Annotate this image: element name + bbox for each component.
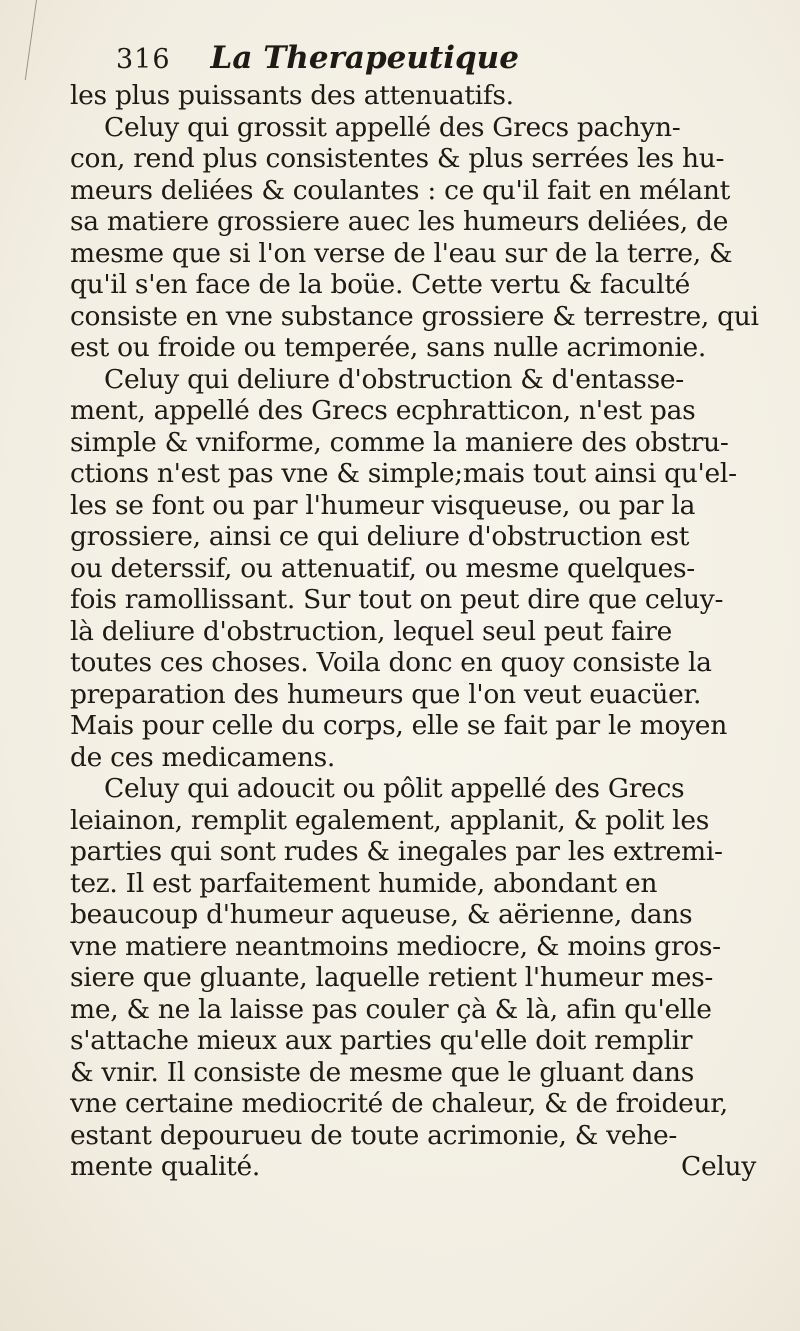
page-number: 316 bbox=[116, 44, 171, 75]
page-corner-mark bbox=[0, 0, 37, 80]
text-line: preparation des humeurs que l'on veut euacüer. bbox=[70, 678, 702, 710]
text-line: parties qui sont rudes & inegales par les extremi- bbox=[70, 836, 723, 867]
text-line: me, & ne la laisse pas couler çà & là, afin qu'elle bbox=[70, 993, 712, 1025]
text-line: fois ramollissant. Sur tout on peut dire que celuy- bbox=[70, 584, 724, 615]
text-line: con, rend plus consistentes & plus serrées les hu- bbox=[70, 143, 725, 174]
text-line: ment, appellé des Grecs ecphratticon, n'est pas bbox=[70, 395, 696, 426]
text-line: estant depourueu de toute acrimonie, & vehe- bbox=[70, 1119, 678, 1151]
text-line: mente qualité. bbox=[70, 1151, 260, 1182]
text-line: vne certaine mediocrité de chaleur, & de froideur, bbox=[70, 1088, 728, 1119]
text-line: Celuy qui grossit appellé des Grecs pachyn- bbox=[104, 111, 681, 143]
text-line: simple & vniforme, comme la maniere des obstru- bbox=[70, 426, 729, 458]
catchword: Celuy bbox=[681, 1151, 756, 1182]
text-line: là deliure d'obstruction, lequel seul peut faire bbox=[70, 615, 672, 647]
text-line: consiste en vne substance grossiere & terrestre, qui bbox=[70, 300, 759, 332]
text-line: ctions n'est pas vne & simple;mais tout ainsi qu'el- bbox=[70, 458, 737, 489]
page-header bbox=[70, 40, 764, 76]
text-line: ou deterssif, ou attenuatif, ou mesme quelques- bbox=[70, 552, 695, 584]
text-line: meurs deliées & coulantes : ce qu'il fait en mélant bbox=[70, 174, 730, 206]
text-line: toutes ces choses. Voila donc en quoy consiste la bbox=[70, 647, 712, 678]
text-line: mesme que si l'on verse de l'eau sur de la terre, & bbox=[70, 237, 733, 269]
text-line: les se font ou par l'humeur visqueuse, ou par la bbox=[70, 489, 696, 521]
text-line: Celuy qui adoucit ou pôlit appellé des Grecs bbox=[104, 773, 685, 804]
text-line: Mais pour celle du corps, elle se fait par le moyen bbox=[70, 710, 727, 741]
text-line: sa matiere grossiere auec les humeurs deliées, de bbox=[70, 206, 729, 237]
text-line: grossiere, ainsi ce qui deliure d'obstruction est bbox=[70, 521, 690, 552]
text-line: & vnir. Il consiste de mesme que le gluant dans bbox=[70, 1056, 694, 1088]
text-line: vne matiere neantmoins mediocre, & moins gros- bbox=[70, 930, 721, 962]
running-title: La Therapeutique bbox=[210, 40, 519, 76]
text-line: est ou froide ou temperée, sans nulle acrimonie. bbox=[70, 332, 707, 363]
text-line: siere que gluante, laquelle retient l'humeur mes- bbox=[70, 962, 714, 993]
text-line: tez. Il est parfaitement humide, abondant en bbox=[70, 867, 658, 899]
text-line: les plus puissants des attenuatifs. bbox=[70, 80, 514, 111]
text-line: beaucoup d'humeur aqueuse, & aërienne, dans bbox=[70, 899, 693, 930]
text-line: qu'il s'en face de la boüe. Cette vertu & faculté bbox=[70, 269, 691, 300]
text-line: Celuy qui deliure d'obstruction & d'entasse- bbox=[104, 363, 684, 395]
text-line: de ces medicamens. bbox=[70, 741, 336, 773]
text-line: leiainon, remplit egalement, applanit, & polit les bbox=[70, 804, 710, 836]
body-text bbox=[70, 80, 764, 1183]
text-line: s'attache mieux aux parties qu'elle doit remplir bbox=[70, 1025, 693, 1056]
